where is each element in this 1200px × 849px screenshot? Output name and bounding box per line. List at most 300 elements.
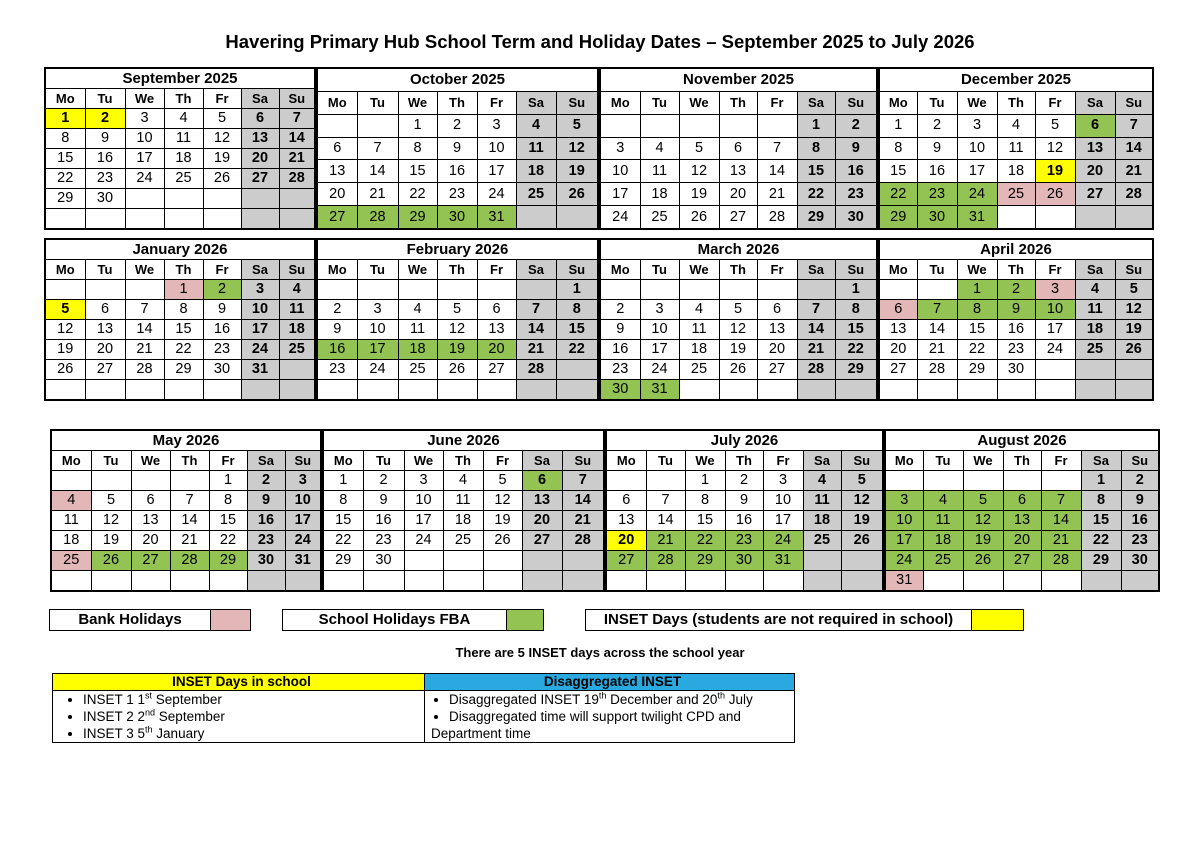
date-cell: 2	[997, 280, 1035, 300]
day-of-week-header: Su	[562, 451, 604, 471]
empty-cell	[85, 209, 125, 230]
empty-cell	[357, 280, 398, 300]
date-cell: 9	[363, 491, 404, 511]
date-cell: 7	[646, 491, 685, 511]
date-cell: 10	[763, 491, 803, 511]
day-of-week-header: We	[398, 91, 437, 114]
date-cell: 16	[317, 340, 357, 360]
date-cell: 26	[437, 360, 477, 380]
date-cell: 11	[164, 129, 203, 149]
date-cell: 3	[357, 300, 398, 320]
day-of-week-header: Tu	[91, 451, 131, 471]
date-cell: 17	[357, 340, 398, 360]
date-cell: 12	[45, 320, 85, 340]
date-cell: 22	[835, 340, 877, 360]
date-cell: 17	[640, 340, 679, 360]
date-cell: 27	[477, 360, 516, 380]
date-cell: 28	[279, 169, 315, 189]
day-of-week-header: Sa	[797, 260, 835, 280]
date-cell: 23	[725, 531, 763, 551]
day-of-week-header: Th	[170, 451, 209, 471]
date-cell: 4	[640, 137, 679, 160]
date-cell: 21	[357, 183, 398, 206]
empty-cell	[841, 551, 883, 571]
date-cell: 4	[1075, 280, 1115, 300]
empty-cell	[279, 360, 315, 380]
date-cell: 23	[363, 531, 404, 551]
date-cell: 23	[1121, 531, 1159, 551]
date-cell: 13	[1003, 511, 1041, 531]
empty-cell	[797, 380, 835, 401]
day-of-week-header: Fr	[1035, 260, 1075, 280]
date-cell: 12	[1035, 137, 1075, 160]
date-cell: 4	[679, 300, 719, 320]
date-cell: 27	[522, 531, 562, 551]
date-cell: 13	[879, 320, 917, 340]
date-cell: 7	[1041, 491, 1081, 511]
date-cell: 14	[757, 160, 797, 183]
date-cell: 2	[1121, 471, 1159, 491]
day-of-week-header: Su	[835, 260, 877, 280]
day-of-week-header: We	[398, 260, 437, 280]
date-cell: 29	[957, 360, 997, 380]
inset-item: • INSET 3 5th January	[83, 725, 424, 742]
date-cell: 2	[203, 280, 241, 300]
date-cell: 20	[606, 531, 646, 551]
empty-cell	[757, 114, 797, 137]
empty-cell	[170, 471, 209, 491]
date-cell: 31	[957, 206, 997, 229]
day-of-week-header: Sa	[516, 260, 556, 280]
date-cell: 25	[164, 169, 203, 189]
date-cell: 22	[1081, 531, 1121, 551]
empty-cell	[317, 114, 357, 137]
date-cell: 20	[131, 531, 170, 551]
date-cell: 25	[923, 551, 963, 571]
date-cell: 16	[437, 160, 477, 183]
month-title: October 2025	[317, 68, 598, 91]
date-cell: 29	[879, 206, 917, 229]
empty-cell	[606, 471, 646, 491]
month-title: April 2026	[879, 239, 1153, 260]
date-cell: 15	[1081, 511, 1121, 531]
date-cell: 15	[45, 149, 85, 169]
empty-cell	[1081, 571, 1121, 592]
empty-cell	[963, 571, 1003, 592]
empty-cell	[357, 380, 398, 401]
date-cell: 14	[1041, 511, 1081, 531]
empty-cell	[646, 571, 685, 592]
day-of-week-header: Fr	[483, 451, 522, 471]
month-calendar	[605, 429, 884, 592]
date-cell: 31	[885, 571, 923, 592]
date-cell: 13	[241, 129, 279, 149]
date-cell: 31	[477, 206, 516, 229]
empty-cell	[1041, 471, 1081, 491]
date-cell: 5	[1115, 280, 1153, 300]
day-of-week-header: Fr	[1035, 91, 1075, 114]
date-cell: 17	[885, 531, 923, 551]
day-of-week-header: Th	[719, 91, 757, 114]
date-cell: 18	[923, 531, 963, 551]
date-cell: 22	[879, 183, 917, 206]
date-cell: 13	[606, 511, 646, 531]
day-of-week-header: Th	[443, 451, 483, 471]
date-cell: 21	[562, 511, 604, 531]
date-cell: 12	[203, 129, 241, 149]
date-cell: 1	[879, 114, 917, 137]
day-of-week-header: Mo	[51, 451, 91, 471]
date-cell: 8	[957, 300, 997, 320]
date-cell: 26	[963, 551, 1003, 571]
date-cell: 8	[797, 137, 835, 160]
day-of-week-header: Th	[997, 91, 1035, 114]
empty-cell	[757, 380, 797, 401]
date-cell: 19	[203, 149, 241, 169]
date-cell: 22	[45, 169, 85, 189]
date-cell: 30	[85, 189, 125, 209]
date-cell: 18	[164, 149, 203, 169]
date-cell: 23	[247, 531, 285, 551]
date-cell: 19	[1035, 160, 1075, 183]
inset-note: There are 5 INSET days across the school year	[455, 645, 745, 660]
day-of-week-header: Fr	[1041, 451, 1081, 471]
date-cell: 6	[606, 491, 646, 511]
empty-cell	[957, 380, 997, 401]
date-cell: 31	[241, 360, 279, 380]
date-cell: 7	[917, 300, 957, 320]
date-cell: 18	[803, 511, 841, 531]
empty-cell	[835, 380, 877, 401]
date-cell: 1	[164, 280, 203, 300]
date-cell: 24	[404, 531, 443, 551]
date-cell: 1	[835, 280, 877, 300]
date-cell: 1	[957, 280, 997, 300]
empty-cell	[209, 571, 247, 592]
day-of-week-header: Fr	[209, 451, 247, 471]
legend-bank-holidays	[49, 609, 251, 631]
day-of-week-header: Fr	[203, 89, 241, 109]
day-of-week-header: Th	[164, 260, 203, 280]
date-cell: 15	[398, 160, 437, 183]
date-cell: 17	[1035, 320, 1075, 340]
date-cell: 9	[725, 491, 763, 511]
day-of-week-header: Tu	[357, 260, 398, 280]
empty-cell	[51, 571, 91, 592]
day-of-week-header: Tu	[917, 91, 957, 114]
date-cell: 29	[209, 551, 247, 571]
empty-cell	[247, 571, 285, 592]
date-cell: 11	[398, 320, 437, 340]
date-cell: 17	[763, 511, 803, 531]
date-cell: 30	[247, 551, 285, 571]
date-cell: 6	[477, 300, 516, 320]
date-cell: 19	[437, 340, 477, 360]
date-cell: 22	[957, 340, 997, 360]
date-cell: 20	[879, 340, 917, 360]
date-cell: 26	[483, 531, 522, 551]
date-cell: 4	[923, 491, 963, 511]
date-cell: 21	[917, 340, 957, 360]
date-cell: 4	[51, 491, 91, 511]
date-cell: 18	[679, 340, 719, 360]
date-cell: 5	[203, 109, 241, 129]
empty-cell	[600, 280, 640, 300]
month-calendar	[878, 67, 1154, 230]
empty-cell	[483, 571, 522, 592]
date-cell: 30	[1121, 551, 1159, 571]
date-cell: 28	[562, 531, 604, 551]
date-cell: 10	[241, 300, 279, 320]
date-cell: 31	[763, 551, 803, 571]
empty-cell	[404, 551, 443, 571]
date-cell: 6	[719, 137, 757, 160]
empty-cell	[203, 189, 241, 209]
day-of-week-header: We	[679, 260, 719, 280]
date-cell: 9	[203, 300, 241, 320]
day-of-week-header: Mo	[600, 260, 640, 280]
date-cell: 29	[685, 551, 725, 571]
month-calendar	[599, 67, 878, 230]
date-cell: 3	[600, 137, 640, 160]
date-cell: 16	[600, 340, 640, 360]
date-cell: 15	[685, 511, 725, 531]
day-of-week-header: Su	[1115, 91, 1153, 114]
date-cell: 17	[285, 511, 321, 531]
day-of-week-header: Su	[841, 451, 883, 471]
date-cell: 25	[398, 360, 437, 380]
date-cell: 3	[763, 471, 803, 491]
date-cell: 24	[640, 360, 679, 380]
date-cell: 15	[323, 511, 363, 531]
date-cell: 21	[516, 340, 556, 360]
date-cell: 29	[398, 206, 437, 229]
date-cell: 24	[357, 360, 398, 380]
date-cell: 13	[1075, 137, 1115, 160]
date-cell: 28	[1041, 551, 1081, 571]
date-cell: 1	[685, 471, 725, 491]
day-of-week-header: Fr	[763, 451, 803, 471]
date-cell: 3	[1035, 280, 1075, 300]
empty-cell	[1041, 571, 1081, 592]
date-cell: 21	[170, 531, 209, 551]
day-of-week-header: Mo	[606, 451, 646, 471]
date-cell: 4	[279, 280, 315, 300]
day-of-week-header: Th	[1003, 451, 1041, 471]
date-cell: 30	[917, 206, 957, 229]
date-cell: 2	[437, 114, 477, 137]
date-cell: 25	[1075, 340, 1115, 360]
empty-cell	[1075, 206, 1115, 229]
date-cell: 13	[522, 491, 562, 511]
date-cell: 29	[797, 206, 835, 229]
legend-label: School Holidays FBA	[318, 611, 471, 628]
empty-cell	[1075, 380, 1115, 401]
day-of-week-header: Mo	[323, 451, 363, 471]
empty-cell	[51, 471, 91, 491]
date-cell: 18	[443, 511, 483, 531]
date-cell: 7	[1115, 114, 1153, 137]
date-cell: 2	[85, 109, 125, 129]
date-cell: 2	[835, 114, 877, 137]
date-cell: 21	[1115, 160, 1153, 183]
month-title: January 2026	[45, 239, 315, 260]
disaggregated-item: • Disaggregated INSET 19th December and 20th July	[449, 691, 794, 708]
date-cell: 21	[646, 531, 685, 551]
date-cell: 17	[957, 160, 997, 183]
day-of-week-header: Mo	[885, 451, 923, 471]
date-cell: 16	[997, 320, 1035, 340]
date-cell: 25	[679, 360, 719, 380]
date-cell: 16	[725, 511, 763, 531]
date-cell: 17	[241, 320, 279, 340]
date-cell: 30	[725, 551, 763, 571]
date-cell: 6	[1075, 114, 1115, 137]
date-cell: 9	[997, 300, 1035, 320]
date-cell: 14	[125, 320, 164, 340]
date-cell: 19	[719, 340, 757, 360]
date-cell: 4	[443, 471, 483, 491]
date-cell: 21	[1041, 531, 1081, 551]
day-of-week-header: Tu	[917, 260, 957, 280]
empty-cell	[917, 280, 957, 300]
date-cell: 14	[917, 320, 957, 340]
date-cell: 11	[997, 137, 1035, 160]
empty-cell	[398, 280, 437, 300]
legend-swatch-pink	[210, 610, 250, 630]
empty-cell	[879, 380, 917, 401]
inset-item: • INSET 2 2nd September	[83, 708, 424, 725]
date-cell: 17	[477, 160, 516, 183]
date-cell: 5	[841, 471, 883, 491]
empty-cell	[45, 380, 85, 401]
date-cell: 13	[477, 320, 516, 340]
date-cell: 29	[1081, 551, 1121, 571]
day-of-week-header: Mo	[879, 91, 917, 114]
date-cell: 28	[917, 360, 957, 380]
empty-cell	[640, 280, 679, 300]
empty-cell	[404, 571, 443, 592]
empty-cell	[803, 551, 841, 571]
empty-cell	[606, 571, 646, 592]
empty-cell	[997, 380, 1035, 401]
date-cell: 17	[404, 511, 443, 531]
date-cell: 26	[1035, 183, 1075, 206]
date-cell: 21	[279, 149, 315, 169]
empty-cell	[125, 189, 164, 209]
day-of-week-header: Tu	[85, 89, 125, 109]
date-cell: 26	[1115, 340, 1153, 360]
empty-cell	[1115, 380, 1153, 401]
day-of-week-header: Fr	[477, 91, 516, 114]
empty-cell	[285, 571, 321, 592]
empty-cell	[923, 471, 963, 491]
date-cell: 13	[131, 511, 170, 531]
empty-cell	[719, 114, 757, 137]
date-cell: 5	[1035, 114, 1075, 137]
day-of-week-header: We	[963, 451, 1003, 471]
date-cell: 23	[997, 340, 1035, 360]
date-cell: 28	[646, 551, 685, 571]
date-cell: 24	[763, 531, 803, 551]
day-of-week-header: Mo	[317, 260, 357, 280]
date-cell: 30	[203, 360, 241, 380]
day-of-week-header: Mo	[45, 260, 85, 280]
date-cell: 6	[241, 109, 279, 129]
date-cell: 8	[164, 300, 203, 320]
date-cell: 6	[757, 300, 797, 320]
date-cell: 6	[1003, 491, 1041, 511]
day-of-week-header: Su	[279, 89, 315, 109]
date-cell: 24	[1035, 340, 1075, 360]
date-cell: 27	[317, 206, 357, 229]
empty-cell	[679, 380, 719, 401]
legend-swatch-green	[506, 610, 543, 630]
empty-cell	[1035, 360, 1075, 380]
empty-cell	[562, 551, 604, 571]
empty-cell	[241, 189, 279, 209]
date-cell: 25	[51, 551, 91, 571]
date-cell: 14	[646, 511, 685, 531]
date-cell: 31	[640, 380, 679, 401]
month-title: February 2026	[317, 239, 598, 260]
day-of-week-header: Sa	[803, 451, 841, 471]
date-cell: 25	[516, 183, 556, 206]
date-cell: 31	[285, 551, 321, 571]
month-calendar	[599, 238, 878, 401]
day-of-week-header: Mo	[317, 91, 357, 114]
empty-cell	[85, 380, 125, 401]
empty-cell	[1003, 471, 1041, 491]
date-cell: 2	[317, 300, 357, 320]
date-cell: 18	[516, 160, 556, 183]
date-cell: 10	[357, 320, 398, 340]
empty-cell	[516, 380, 556, 401]
day-of-week-header: We	[125, 260, 164, 280]
date-cell: 13	[757, 320, 797, 340]
date-cell: 15	[164, 320, 203, 340]
empty-cell	[125, 280, 164, 300]
empty-cell	[1115, 360, 1153, 380]
date-cell: 9	[1121, 491, 1159, 511]
empty-cell	[85, 280, 125, 300]
date-cell: 11	[51, 511, 91, 531]
date-cell: 22	[164, 340, 203, 360]
empty-cell	[757, 280, 797, 300]
date-cell: 29	[164, 360, 203, 380]
empty-cell	[323, 571, 363, 592]
date-cell: 16	[203, 320, 241, 340]
date-cell: 21	[757, 183, 797, 206]
date-cell: 6	[879, 300, 917, 320]
date-cell: 8	[879, 137, 917, 160]
date-cell: 24	[285, 531, 321, 551]
empty-cell	[131, 571, 170, 592]
day-of-week-header: Su	[279, 260, 315, 280]
empty-cell	[131, 471, 170, 491]
day-of-week-header: Sa	[1075, 260, 1115, 280]
date-cell: 5	[45, 300, 85, 320]
date-cell: 20	[317, 183, 357, 206]
date-cell: 5	[437, 300, 477, 320]
date-cell: 16	[1121, 511, 1159, 531]
date-cell: 5	[679, 137, 719, 160]
date-cell: 27	[131, 551, 170, 571]
inset-right-cell	[425, 691, 795, 743]
date-cell: 1	[45, 109, 85, 129]
date-cell: 10	[1035, 300, 1075, 320]
date-cell: 11	[279, 300, 315, 320]
